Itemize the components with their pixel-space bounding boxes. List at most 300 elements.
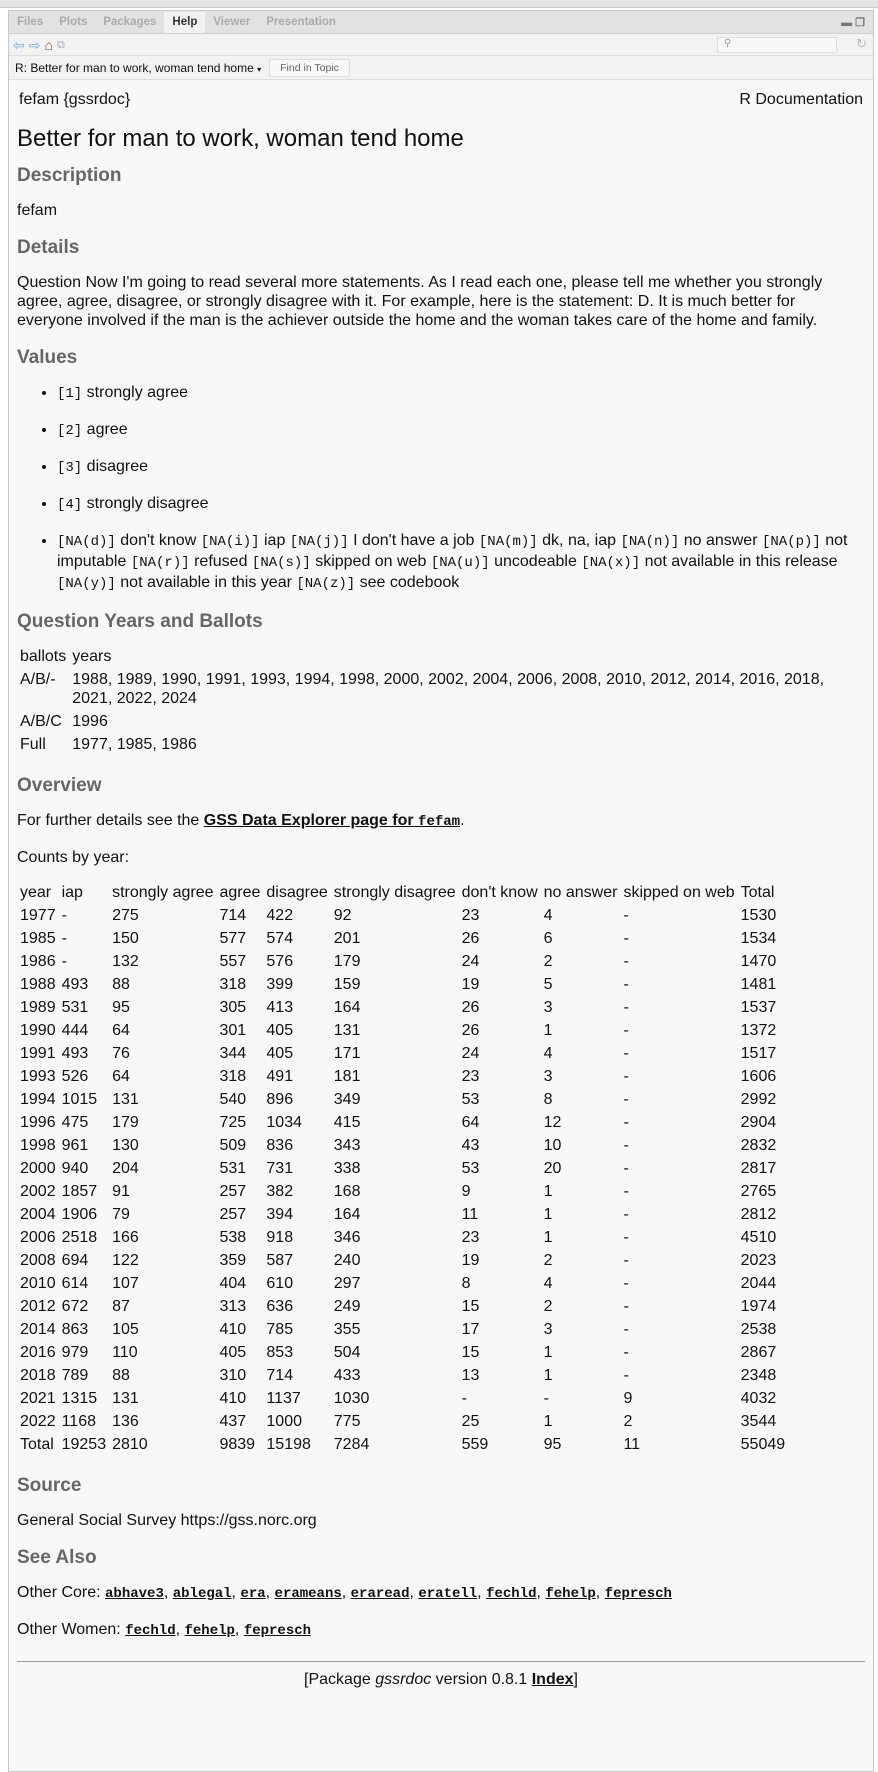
table-cell: 1906 [61,1206,98,1223]
table-cell: 19 [461,976,480,993]
pane-tabs [9,11,873,34]
table-cell: 694 [61,1252,89,1269]
tab-plots[interactable]: Plots [59,16,88,28]
gss-explorer-link[interactable] [204,812,460,829]
table-cell: 8 [543,1091,553,1108]
column-header: no answer [543,884,618,901]
table-cell: 166 [112,1229,139,1246]
table-cell: 6 [543,930,553,947]
table-cell: 159 [333,976,361,993]
table-cell: 171 [333,1045,361,1062]
ballot-row [17,712,865,735]
table-cell: 15 [461,1344,480,1361]
ballot-cell: A/B/- [20,671,56,688]
see-also-link[interactable] [125,1621,175,1638]
table-cell: 297 [333,1275,361,1292]
see-also-link[interactable] [185,1621,235,1638]
table-cell: 2538 [740,1321,777,1338]
table-row [17,1366,788,1389]
na-label: not available in this release [644,553,838,570]
table-cell: 53 [461,1160,480,1177]
table-cell: 504 [333,1344,361,1361]
table-cell: - [623,1206,629,1223]
table-cell: 1 [543,1229,553,1246]
ballot-cell: 1996 [72,713,108,730]
table-cell: 249 [333,1298,361,1315]
table-cell: Total [20,1436,54,1453]
table-cell: 475 [61,1114,89,1131]
value-label: disagree [86,458,149,475]
table-cell: 1990 [20,1022,56,1039]
table-cell: 2002 [20,1183,56,1200]
table-cell: 26 [461,1022,480,1039]
table-cell: 1372 [740,1022,777,1039]
table-cell: 92 [333,907,352,924]
topic-dropdown[interactable] [15,61,261,75]
tab-packages[interactable]: Packages [103,16,157,28]
table-row [17,1297,788,1320]
overview-pre: For further details see the [17,812,204,829]
see-also-code: fechld [125,1623,176,1639]
heading-description: Description [17,165,122,186]
table-cell: 2012 [20,1298,56,1315]
see-also-code: fepresch [604,1586,672,1602]
table-cell: 349 [333,1091,361,1108]
see-also-link[interactable] [105,1584,164,1601]
na-label: refused [194,553,248,570]
overview-post: . [460,812,465,829]
table-cell: 3 [543,999,553,1016]
table-cell: 2 [543,1252,553,1269]
table-cell: 55049 [740,1436,786,1453]
table-cell: 64 [461,1114,480,1131]
table-cell: 1985 [20,930,56,947]
table-cell: 1034 [266,1114,302,1131]
table-cell: 394 [266,1206,294,1223]
details-text: Question Now I'm going to read several more statements. As I read each one, please tell me whether you strongly agree, agree, disagree, or strongly disagree with it. For example, here is the statement: D. It is much better for everyone involved if the man is the achiever outside the home and the woman takes care of the home and family. [17,274,823,329]
table-cell: 491 [266,1068,294,1085]
table-cell: 8 [461,1275,471,1292]
table-cell: 4 [543,1045,553,1062]
table-cell: 338 [333,1160,361,1177]
table-cell: 110 [112,1344,138,1361]
table-cell: 2348 [740,1367,777,1384]
table-cell: 636 [266,1298,294,1315]
table-cell: - [61,930,67,947]
na-code: [NA(d)] [57,534,116,550]
table-cell: 130 [112,1137,139,1154]
table-cell: 150 [112,930,139,947]
table-cell: 79 [112,1206,130,1223]
table-cell: 310 [219,1367,247,1384]
table-row [17,1182,788,1205]
table-cell: 574 [266,930,294,947]
column-header: ballots [20,648,67,665]
table-cell: 1994 [20,1091,56,1108]
table-cell: 2 [623,1413,633,1430]
ballot-cell: 1977, 1985, 1986 [72,736,197,753]
column-header: agree [219,884,261,901]
table-cell: 1537 [740,999,777,1016]
table-cell: 410 [219,1321,247,1338]
table-cell: 1 [543,1367,553,1384]
na-code: [NA(s)] [251,555,311,571]
table-cell: 91 [112,1183,130,1200]
table-cell: - [623,999,629,1016]
table-cell: 1530 [740,907,777,924]
table-row [17,1205,788,1228]
table-cell: 405 [266,1045,294,1062]
table-cell: 275 [112,907,139,924]
top-strip [0,0,878,8]
table-cell: 88 [112,976,130,993]
table-cell: 1 [543,1344,553,1361]
table-cell: 11 [461,1206,479,1223]
table-cell: 64 [112,1068,130,1085]
table-cell: 204 [112,1160,139,1177]
table-cell: 240 [333,1252,361,1269]
table-cell: 1 [543,1022,553,1039]
table-cell: 526 [61,1068,89,1085]
table-cell: 76 [112,1045,130,1062]
column-header: year [20,884,52,901]
refresh-icon[interactable]: ↻ [856,36,867,51]
table-cell: 405 [219,1344,247,1361]
table-cell: 17 [461,1321,480,1338]
see-also-code: fechld [486,1586,537,1602]
table-cell: 1517 [740,1045,777,1062]
table-cell: - [623,1229,629,1246]
na-code: [NA(r)] [130,555,190,571]
table-cell: 2000 [20,1160,56,1177]
table-cell: 9 [461,1183,471,1200]
table-cell: 1 [543,1206,553,1223]
na-code: [NA(u)] [430,555,490,571]
heading-years: Question Years and Ballots [17,611,263,632]
table-cell: 1000 [266,1413,302,1430]
table-cell: - [623,1367,629,1384]
ballot-cell: Full [20,736,46,753]
back-icon[interactable]: ⇦ [13,36,25,53]
table-cell: 64 [112,1022,130,1039]
table-cell: 853 [266,1344,294,1361]
table-row [17,1067,788,1090]
table-row [17,1228,788,1251]
counts-table [17,883,788,1458]
na-code: [NA(m)] [478,534,538,550]
table-cell: 382 [266,1183,294,1200]
table-cell: 444 [61,1022,89,1039]
table-cell: 122 [112,1252,139,1269]
table-cell: 2518 [61,1229,98,1246]
table-cell: 2016 [20,1344,56,1361]
table-cell: 538 [219,1229,247,1246]
see-also-code: abhave3 [105,1586,164,1602]
table-cell: 493 [61,1045,89,1062]
table-row [17,1159,788,1182]
table-cell: 961 [61,1137,89,1154]
table-cell: 301 [219,1022,247,1039]
table-cell: 2010 [20,1275,56,1292]
find-in-topic-input[interactable]: Find in Topic [269,59,350,77]
tab-help[interactable]: Help [164,12,205,33]
table-cell: 24 [461,1045,480,1062]
see-also-code: fehelp [184,1623,235,1639]
table-cell: 3 [543,1068,553,1085]
table-cell: - [623,1321,629,1338]
table-row [17,1435,788,1458]
table-cell: - [623,1298,629,1315]
table-cell: 318 [219,1068,247,1085]
see-also-link[interactable] [240,1584,265,1601]
table-cell: 509 [219,1137,247,1154]
value-item [57,420,865,441]
help-content [9,80,873,1689]
table-cell: 1481 [740,976,777,993]
table-cell: 88 [112,1367,130,1384]
table-row [17,1320,788,1343]
table-cell: 2023 [740,1252,777,1269]
table-row [17,1021,788,1044]
search-icon: ⚲ [724,38,732,49]
table-cell: 43 [461,1137,480,1154]
table-cell: 164 [333,999,361,1016]
table-cell: 610 [266,1275,294,1292]
table-cell: 131 [112,1390,139,1407]
table-cell: 257 [219,1183,247,1200]
heading-see-also: See Also [17,1547,97,1568]
column-header: disagree [266,884,328,901]
ballots-header [17,647,865,670]
see-also-link[interactable] [173,1584,232,1601]
table-cell: - [61,953,67,970]
table-cell: 1993 [20,1068,56,1085]
na-label: dk, na, iap [542,532,616,549]
index-link[interactable]: Index [531,1671,574,1688]
see-also-link[interactable] [244,1621,311,1638]
home-icon[interactable]: ⌂ [44,36,53,53]
table-cell: 1 [543,1413,553,1430]
na-code: [NA(y)] [57,576,116,592]
help-pane [8,10,874,1772]
topic-title: R: Better for man to work, woman tend home [15,60,254,75]
table-cell: 1988 [20,976,56,993]
table-cell: - [543,1390,549,1407]
table-cell: 26 [461,930,480,947]
ballot-cell: A/B/C [20,713,62,730]
heading-details: Details [17,237,80,258]
table-cell: 2810 [112,1436,148,1453]
see-also-code: eraread [350,1586,410,1602]
table-row [17,975,788,998]
forward-icon[interactable]: ⇨ [28,36,41,53]
see-also-link[interactable] [275,1584,342,1601]
table-cell: 1996 [20,1114,56,1131]
table-cell: 26 [461,999,480,1016]
table-cell: 2004 [20,1206,56,1223]
table-cell: 344 [219,1045,247,1062]
table-row [17,929,788,952]
table-row [17,1136,788,1159]
table-cell: - [623,907,629,924]
na-label: see codebook [359,574,460,591]
table-cell: 422 [266,907,294,924]
table-cell: 1989 [20,999,56,1016]
table-cell: 11 [623,1436,641,1453]
table-cell: 355 [333,1321,361,1338]
table-cell: 576 [266,953,294,970]
table-cell: 9839 [219,1436,256,1453]
see-also-link[interactable] [351,1584,410,1601]
table-row [17,1251,788,1274]
table-cell: 413 [266,999,294,1016]
window-controls[interactable]: ▬ ❐ [841,17,865,29]
table-cell: 9 [623,1390,633,1407]
table-cell: 493 [61,976,89,993]
table-cell: 531 [61,999,89,1016]
table-cell: 257 [219,1206,247,1223]
see-also-code: fehelp [545,1586,596,1602]
link-text: GSS Data Explorer page for [203,812,419,829]
table-cell: 1991 [20,1045,56,1062]
table-cell: - [623,953,629,970]
heading-values: Values [17,347,78,368]
table-cell: 105 [112,1321,139,1338]
description-text: fefam [17,202,58,219]
see-also-code: ablegal [172,1586,232,1602]
value-item [57,494,865,515]
table-cell: 2006 [20,1229,56,1246]
footer-pre: [Package [304,1671,376,1688]
table-cell: 415 [333,1114,361,1131]
na-code: [NA(p)] [761,534,821,550]
see-women-label: Other Women: [17,1621,126,1638]
na-label: not available in this year [120,574,292,591]
footer [17,1661,865,1689]
na-label: not imputable [57,532,848,570]
footer-post: ] [573,1671,578,1688]
table-row [17,998,788,1021]
table-cell: - [623,1137,629,1154]
table-cell: 25 [461,1413,480,1430]
see-also-core: Other Core: abhave3, ablegal, era, erameans, eraread, eratell, fechld, fehelp, fepresch [17,1584,672,1602]
table-cell: 24 [461,953,480,970]
overview-text [17,811,865,832]
na-code: [NA(x)] [581,555,641,571]
topic-bar [9,56,873,80]
table-cell: 540 [219,1091,247,1108]
table-cell: 896 [266,1091,294,1108]
table-cell: 19253 [61,1436,107,1453]
value-code: [3] [57,460,83,476]
table-cell: 2044 [740,1275,777,1292]
value-code: [1] [57,386,83,402]
table-cell: 132 [112,953,139,970]
column-header: don't know [461,884,538,901]
table-cell: 15198 [266,1436,311,1453]
table-cell: 87 [112,1298,130,1315]
column-header: Total [740,884,775,901]
table-cell: - [623,930,629,947]
table-cell: 775 [333,1413,361,1430]
table-cell: - [61,907,67,924]
na-label: skipped on web [315,553,427,570]
table-cell: 2 [543,953,553,970]
ballot-cell: 1988, 1989, 1990, 1991, 1993, 1994, 1998, 2000, 2002, 2004, 2006, 2008, 2010, 2012, 2014, 2016, 2018, 2021, 2022, 2024 [72,671,825,707]
table-cell: 305 [219,999,247,1016]
doc-name: fefam {gssrdoc} [19,91,131,108]
table-row [17,1343,788,1366]
table-row [17,1090,788,1113]
search-input[interactable] [717,37,837,53]
table-cell: 95 [112,999,130,1016]
table-cell: 437 [219,1413,247,1430]
table-cell: 2022 [20,1413,56,1430]
table-cell: 672 [61,1298,89,1315]
tab-viewer[interactable]: Viewer [213,16,251,28]
table-row [17,952,788,975]
na-label: don't know [120,532,197,549]
table-cell: 13 [461,1367,480,1384]
table-cell: 2021 [20,1390,56,1407]
see-also-link[interactable] [418,1584,477,1601]
table-cell: 346 [333,1229,361,1246]
table-cell: - [623,976,629,993]
table-cell: 179 [333,953,361,970]
table-cell: 131 [333,1022,361,1039]
tab-presentation[interactable]: Presentation [266,16,336,28]
link-code: fefam [418,814,461,830]
na-label: uncodeable [494,553,577,570]
table-cell: 404 [219,1275,247,1292]
na-code: [NA(z)] [296,576,356,592]
table-cell: - [623,1068,629,1085]
table-cell: 95 [543,1436,562,1453]
see-also-code: era [240,1586,266,1602]
table-cell: 1168 [61,1413,96,1430]
table-cell: 12 [543,1114,562,1131]
table-cell: 20 [543,1160,562,1177]
table-cell: - [461,1390,467,1407]
ballot-row [17,735,865,758]
tab-files[interactable]: Files [17,16,44,28]
table-cell: 164 [333,1206,361,1223]
open-in-window-icon[interactable]: ⧉ [56,38,65,51]
table-cell: 2832 [740,1137,777,1154]
table-cell: 3 [543,1321,553,1338]
table-cell: - [623,1252,629,1269]
table-cell: 53 [461,1091,480,1108]
table-cell: 557 [219,953,247,970]
na-values-item [57,531,865,594]
table-cell: - [623,1114,629,1131]
see-also-link[interactable] [486,1584,536,1601]
table-cell: 2008 [20,1252,56,1269]
table-row [17,1412,788,1435]
table-cell: 23 [461,907,480,924]
table-cell: 1974 [740,1298,777,1315]
table-cell: 23 [461,1068,480,1085]
table-cell: 4 [543,1275,553,1292]
see-also-link[interactable] [605,1584,672,1601]
table-cell: 1606 [740,1068,777,1085]
na-code: [NA(i)] [200,534,260,550]
table-cell: 4 [543,907,553,924]
see-also-link[interactable] [545,1584,595,1601]
table-cell: - [623,1183,629,1200]
table-cell: - [623,1045,629,1062]
table-cell: 531 [219,1160,247,1177]
